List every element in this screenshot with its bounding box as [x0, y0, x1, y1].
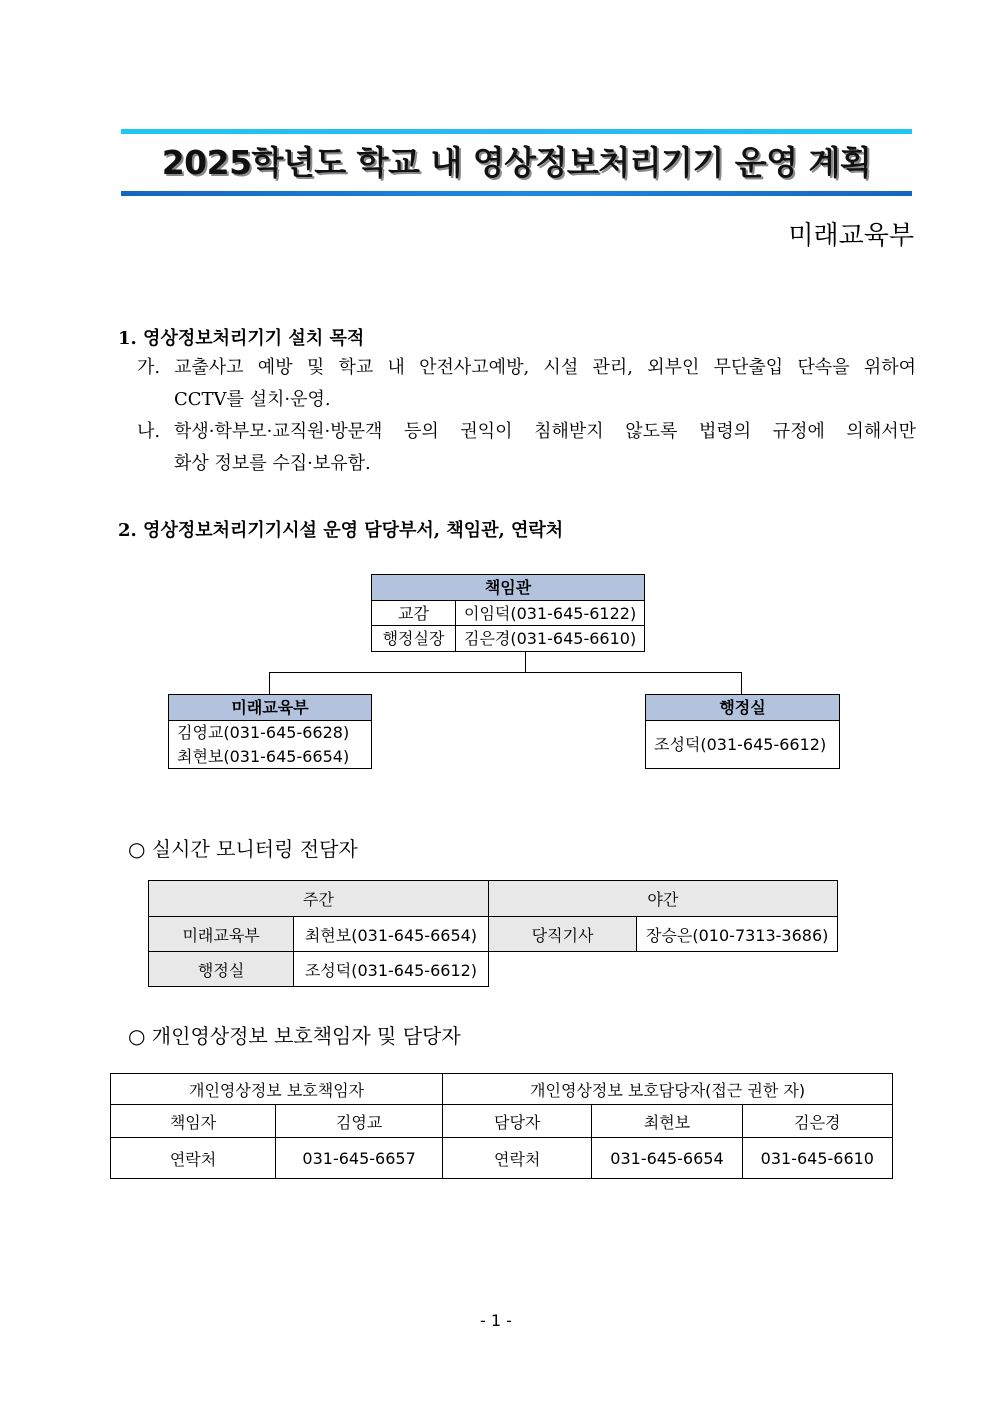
monitor-night-header: 야간 [488, 881, 837, 917]
privacy-r2-c3: 연락처 [443, 1138, 592, 1179]
org-top-person-1: 이임덕(031-645-6122) [456, 601, 644, 626]
org-connector-right [741, 672, 742, 694]
org-top-role-1: 교감 [372, 601, 456, 626]
monitor-heading: ○ 실시간 모니터링 전담자 [128, 837, 358, 861]
section1-heading: 1. 영상정보처리기기 설치 목적 [118, 328, 365, 349]
item-b-line1: 학생·학부모·교직원·방문객 등의 권익이 침해받지 않도록 법령의 규정에 의해서만 [174, 421, 916, 442]
org-connector-horizontal [269, 672, 742, 673]
org-right-box [645, 694, 840, 769]
privacy-r1-c2: 김영교 [276, 1105, 443, 1138]
monitor-dept-2: 행정실 [149, 952, 294, 987]
privacy-r1-c5: 김은경 [742, 1105, 892, 1138]
org-left-person-2: 최현보(031-645-6654) [177, 747, 350, 766]
item-a-marker: 가. [137, 357, 161, 378]
org-connector-vertical [525, 652, 526, 672]
page-number: - 1 - [480, 1311, 512, 1330]
privacy-header-right: 개인영상정보 보호담당자(접근 권한 자) [443, 1074, 893, 1105]
org-right-header: 행정실 [646, 695, 839, 721]
privacy-r1-c1: 책임자 [111, 1105, 276, 1138]
org-top-person-2: 김은경(031-645-6610) [464, 629, 637, 648]
page-title: 2025학년도 학교 내 영상정보처리기기 운영 계획 [161, 143, 872, 182]
item-b-marker: 나. [137, 421, 161, 442]
item-a-line1: 교출사고 예방 및 학교 내 안전사고예방, 시설 관리, 외부인 무단출입 단속을 위하여 [174, 357, 916, 378]
monitor-empty-cell [488, 952, 837, 987]
monitor-day-header: 주간 [149, 881, 489, 917]
org-right-person-1: 조성덕(031-645-6612) [654, 735, 827, 754]
privacy-r1-c3: 담당자 [443, 1105, 592, 1138]
privacy-header-left: 개인영상정보 보호책임자 [111, 1074, 443, 1105]
monitor-person-2: 조성덕(031-645-6612) [294, 952, 488, 987]
org-top-box [371, 574, 645, 652]
monitor-dept-1: 미래교육부 [149, 917, 294, 952]
title-band-bottom [121, 191, 912, 196]
monitor-night-role: 당직기사 [488, 917, 637, 952]
privacy-r1-c4: 최현보 [592, 1105, 742, 1138]
monitor-table [148, 880, 838, 987]
org-top-role-2: 행정실장 [372, 626, 456, 651]
org-top-header: 책임관 [372, 575, 644, 601]
privacy-r2-c2: 031-645-6657 [276, 1138, 443, 1179]
privacy-table [110, 1073, 893, 1179]
privacy-r2-c1: 연락처 [111, 1138, 276, 1179]
org-left-box [168, 694, 372, 769]
monitor-night-person: 장승은(010-7313-3686) [637, 917, 838, 952]
org-connector-left [269, 672, 270, 694]
item-b-line2: 화상 정보를 수집·보유함. [174, 453, 371, 474]
privacy-heading: ○ 개인영상정보 보호책임자 및 담당자 [128, 1024, 461, 1048]
org-left-person-1: 김영교(031-645-6628) [177, 723, 350, 742]
privacy-r2-c5: 031-645-6610 [742, 1138, 892, 1179]
department-label: 미래교육부 [788, 221, 914, 251]
monitor-person-1: 최현보(031-645-6654) [294, 917, 488, 952]
org-left-header: 미래교육부 [169, 695, 371, 721]
section2-heading: 2. 영상정보처리기기시설 운영 담당부서, 책임관, 연락처 [118, 520, 564, 541]
item-a-line2: CCTV를 설치·운영. [174, 389, 331, 410]
privacy-r2-c4: 031-645-6654 [592, 1138, 742, 1179]
